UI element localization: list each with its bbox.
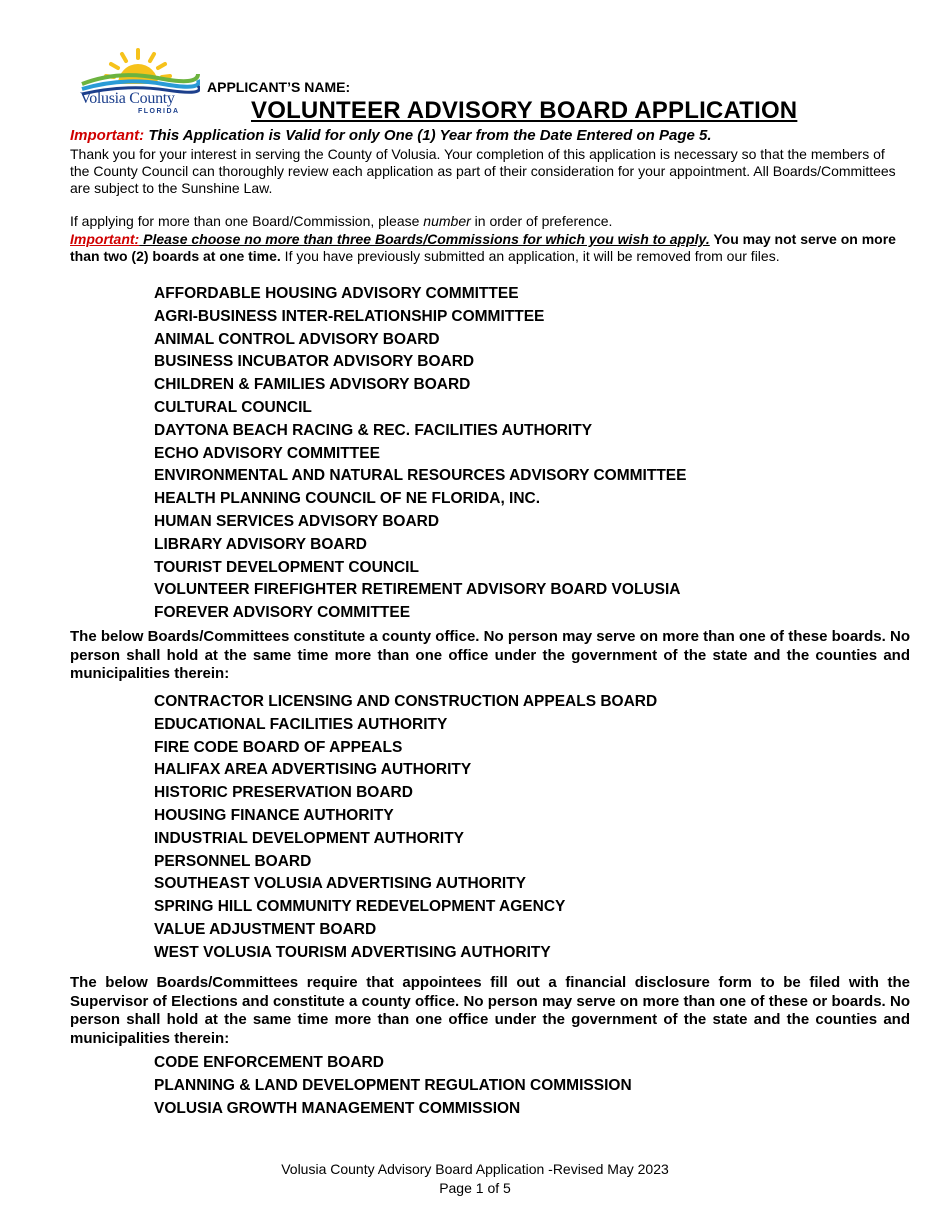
list-item: CODE ENFORCEMENT BOARD (154, 1054, 384, 1071)
validity-text: This Application is Valid for only One (1) Year from the Date Entered on Page 5. (144, 127, 712, 144)
list-item: AGRI-BUSINESS INTER-RELATIONSHIP COMMITTEE (154, 307, 545, 325)
list-item: DAYTONA BEACH RACING & REC. FACILITIES AUTHORITY (154, 421, 593, 439)
board-list-financial-disclosure (154, 1052, 632, 1120)
list-item: WEST VOLUSIA TOURISM ADVERTISING AUTHORITY (154, 943, 551, 961)
list-item: EDUCATIONAL FACILITIES AUTHORITY (154, 715, 448, 733)
list-item: ANIMAL CONTROL ADVISORY BOARD (154, 330, 440, 348)
logo-text: Volusia County (80, 90, 175, 107)
page-number: Page 1 of 5 (439, 1180, 511, 1196)
board-limit-notice (70, 231, 905, 265)
list-item: BUSINESS INCUBATOR ADVISORY BOARD (154, 353, 475, 371)
list-item: HALIFAX AREA ADVERTISING AUTHORITY (154, 761, 472, 779)
list-item: PERSONNEL BOARD (154, 852, 312, 870)
county-logo (78, 46, 200, 118)
applicant-name-label: APPLICANT’S NAME: (207, 79, 351, 95)
page-title: VOLUNTEER ADVISORY BOARD APPLICATION (251, 97, 798, 124)
list-item: HEALTH PLANNING COUNCIL OF NE FLORIDA, INC. (154, 490, 541, 508)
important-label: Important: (70, 127, 145, 144)
list-item: AFFORDABLE HOUSING ADVISORY COMMITTEE (154, 285, 519, 302)
board-list-general (154, 283, 686, 625)
intro-paragraph: Thank you for your interest in serving the County of Volusia. Your completion of this application is necessary so that the members of the County Council can thoroughly review each application as part of their consideration for your appointment. All Boards/Committees are subject to the Sunshine Law. (70, 146, 896, 196)
list-item: ECHO ADVISORY COMMITTEE (154, 444, 380, 462)
list-item: INDUSTRIAL DEVELOPMENT AUTHORITY (154, 829, 465, 847)
list-item: FOREVER ADVISORY COMMITTEE (154, 604, 411, 622)
list-item: SPRING HILL COMMUNITY REDEVELOPMENT AGENCY (154, 898, 566, 916)
list-item: SOUTHEAST VOLUSIA ADVERTISING AUTHORITY (154, 875, 527, 893)
list-item: VOLUNTEER FIREFIGHTER RETIREMENT ADVISORY BOARD VOLUSIA (154, 581, 681, 599)
list-item: CHILDREN & FAMILIES ADVISORY BOARD (154, 376, 471, 394)
county-office-notice: The below Boards/Committees constitute a county office. No person may serve on more than one of these boards. No person shall hold at the same time more than one office under the government of the state and the counties and municipalities therein: (70, 628, 910, 682)
important2-text: Please choose no more than three Boards/Commissions for which you wish to apply. (139, 231, 710, 247)
list-item: VALUE ADJUSTMENT BOARD (154, 920, 377, 938)
list-item: HISTORIC PRESERVATION BOARD (154, 784, 413, 802)
sun-logo-icon (78, 46, 200, 96)
list-item: TOURIST DEVELOPMENT COUNCIL (154, 558, 419, 576)
limit-text: You may not serve on more than two (2) boards at one time. (70, 231, 896, 264)
pref-text-emphasis: number (423, 213, 471, 229)
list-item: CULTURAL COUNCIL (154, 398, 312, 416)
list-item: HUMAN SERVICES ADVISORY BOARD (154, 512, 440, 530)
list-item: PLANNING & LAND DEVELOPMENT REGULATION COMMISSION (154, 1076, 632, 1094)
board-list-county-office (154, 691, 657, 965)
pref-text-end: in order of preference. (470, 213, 613, 229)
preference-instruction (70, 213, 905, 230)
list-item: FIRE CODE BOARD OF APPEALS (154, 738, 403, 756)
financial-disclosure-notice: The below Boards/Committees require that appointees fill out a financial disclosure form to be filed with the Supervisor of Elections and constitute a county office. No person may serve on more than one of these or boards. No person shall hold at the same time more than one office under the government of the state and the counties and municipalities therein: (70, 974, 910, 1047)
resubmit-text: If you have previously submitted an application, it will be removed from our files. (280, 248, 780, 264)
list-item: CONTRACTOR LICENSING AND CONSTRUCTION APPEALS BOARD (154, 693, 658, 710)
important2-label: Important: (70, 231, 140, 247)
list-item: LIBRARY ADVISORY BOARD (154, 535, 368, 553)
logo-subtext: FLORIDA (138, 108, 180, 115)
pref-text-start: If applying for more than one Board/Commission, please (70, 213, 424, 229)
list-item: HOUSING FINANCE AUTHORITY (154, 806, 394, 824)
footer-title: Volusia County Advisory Board Application -Revised May 2023 (281, 1161, 669, 1177)
list-item: VOLUSIA GROWTH MANAGEMENT COMMISSION (154, 1099, 521, 1117)
validity-notice (70, 127, 712, 144)
list-item: ENVIRONMENTAL AND NATURAL RESOURCES ADVISORY COMMITTEE (154, 467, 687, 485)
